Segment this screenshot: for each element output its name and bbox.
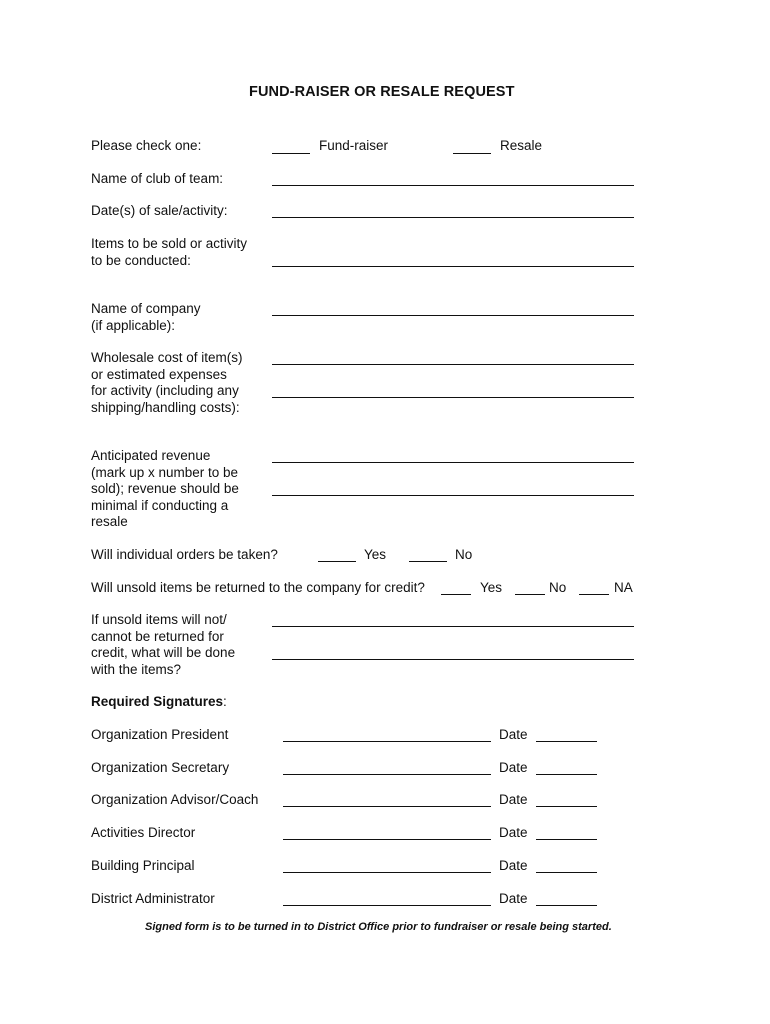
orders-yes-label: Yes <box>364 547 387 562</box>
unsold-label-line-1: If unsold items will not/ <box>91 612 227 627</box>
page-title: FUND-RAISER OR RESALE REQUEST <box>249 84 515 100</box>
signature-role-district-administrator: District Administrator <box>91 891 215 906</box>
unsold-field-line-2[interactable] <box>272 659 634 660</box>
revenue-label-line-5: resale <box>91 514 128 529</box>
date-label-district-administrator: Date <box>499 891 528 906</box>
unsold-label-line-4: with the items? <box>91 662 182 677</box>
signature-line-advisor[interactable] <box>283 806 491 807</box>
date-label-advisor: Date <box>499 792 528 807</box>
items-label-line-1: Items to be sold or activity <box>91 236 248 251</box>
date-label-principal: Date <box>499 858 528 873</box>
unsold-field-line-1[interactable] <box>272 626 634 627</box>
date-line-secretary[interactable] <box>536 774 597 775</box>
signature-role-principal: Building Principal <box>91 858 195 873</box>
wholesale-label-line-1: Wholesale cost of item(s) <box>91 350 243 365</box>
returned-na-blank[interactable] <box>579 594 609 595</box>
date-line-activities-director[interactable] <box>536 839 597 840</box>
signature-role-secretary: Organization Secretary <box>91 760 230 775</box>
signature-role-president: Organization President <box>91 727 229 742</box>
resale-check-blank[interactable] <box>453 153 491 154</box>
date-line-advisor[interactable] <box>536 806 597 807</box>
dates-label: Date(s) of sale/activity: <box>91 203 228 218</box>
revenue-field-line-2[interactable] <box>272 495 634 496</box>
orders-question: Will individual orders be taken? <box>91 547 278 562</box>
company-label-line-2: (if applicable): <box>91 318 176 333</box>
wholesale-label-line-2: or estimated expenses <box>91 367 227 382</box>
signatures-heading-text: Required Signatures <box>91 694 224 709</box>
signature-role-activities-director: Activities Director <box>91 825 196 840</box>
date-line-president[interactable] <box>536 741 597 742</box>
returned-no-label: No <box>549 580 567 595</box>
signature-line-principal[interactable] <box>283 872 491 873</box>
wholesale-label-line-4: shipping/handling costs): <box>91 400 240 415</box>
returned-yes-label: Yes <box>480 580 503 595</box>
orders-yes-blank[interactable] <box>318 561 356 562</box>
items-field[interactable] <box>272 266 634 267</box>
dates-field[interactable] <box>272 217 634 218</box>
signature-line-president[interactable] <box>283 741 491 742</box>
date-label-activities-director: Date <box>499 825 528 840</box>
wholesale-field-line-1[interactable] <box>272 364 634 365</box>
returned-question: Will unsold items be returned to the company for credit? <box>91 580 425 595</box>
company-field[interactable] <box>272 315 634 316</box>
returned-no-blank[interactable] <box>515 594 545 595</box>
revenue-label-line-4: minimal if conducting a <box>91 498 229 513</box>
signatures-heading <box>91 694 227 711</box>
club-name-label: Name of club of team: <box>91 171 224 186</box>
returned-yes-blank[interactable] <box>441 594 471 595</box>
date-label-president: Date <box>499 727 528 742</box>
unsold-label-line-3: credit, what will be done <box>91 645 236 660</box>
signature-role-advisor: Organization Advisor/Coach <box>91 792 259 807</box>
signatures-heading-colon: : <box>223 694 227 709</box>
date-label-secretary: Date <box>499 760 528 775</box>
fundraiser-check-blank[interactable] <box>272 153 310 154</box>
revenue-label-line-3: sold); revenue should be <box>91 481 239 496</box>
date-line-district-administrator[interactable] <box>536 905 597 906</box>
signature-line-secretary[interactable] <box>283 774 491 775</box>
unsold-label-line-2: cannot be returned for <box>91 629 224 644</box>
revenue-field-line-1[interactable] <box>272 462 634 463</box>
wholesale-field-line-2[interactable] <box>272 397 634 398</box>
signature-line-activities-director[interactable] <box>283 839 491 840</box>
company-label-line-1: Name of company <box>91 301 201 316</box>
orders-no-label: No <box>455 547 473 562</box>
orders-no-blank[interactable] <box>409 561 447 562</box>
fundraiser-option-label: Fund-raiser <box>319 138 389 153</box>
wholesale-label-line-3: for activity (including any <box>91 383 239 398</box>
date-line-principal[interactable] <box>536 872 597 873</box>
signature-line-district-administrator[interactable] <box>283 905 491 906</box>
revenue-label-line-2: (mark up x number to be <box>91 465 239 480</box>
resale-option-label: Resale <box>500 138 543 153</box>
items-label-line-2: to be conducted: <box>91 253 191 268</box>
returned-na-label: NA <box>614 580 633 595</box>
revenue-label-line-1: Anticipated revenue <box>91 448 211 463</box>
check-one-label: Please check one: <box>91 138 202 153</box>
club-name-field[interactable] <box>272 185 634 186</box>
footer-note: Signed form is to be turned in to District Office prior to fundraiser or resale being started. <box>145 921 612 933</box>
